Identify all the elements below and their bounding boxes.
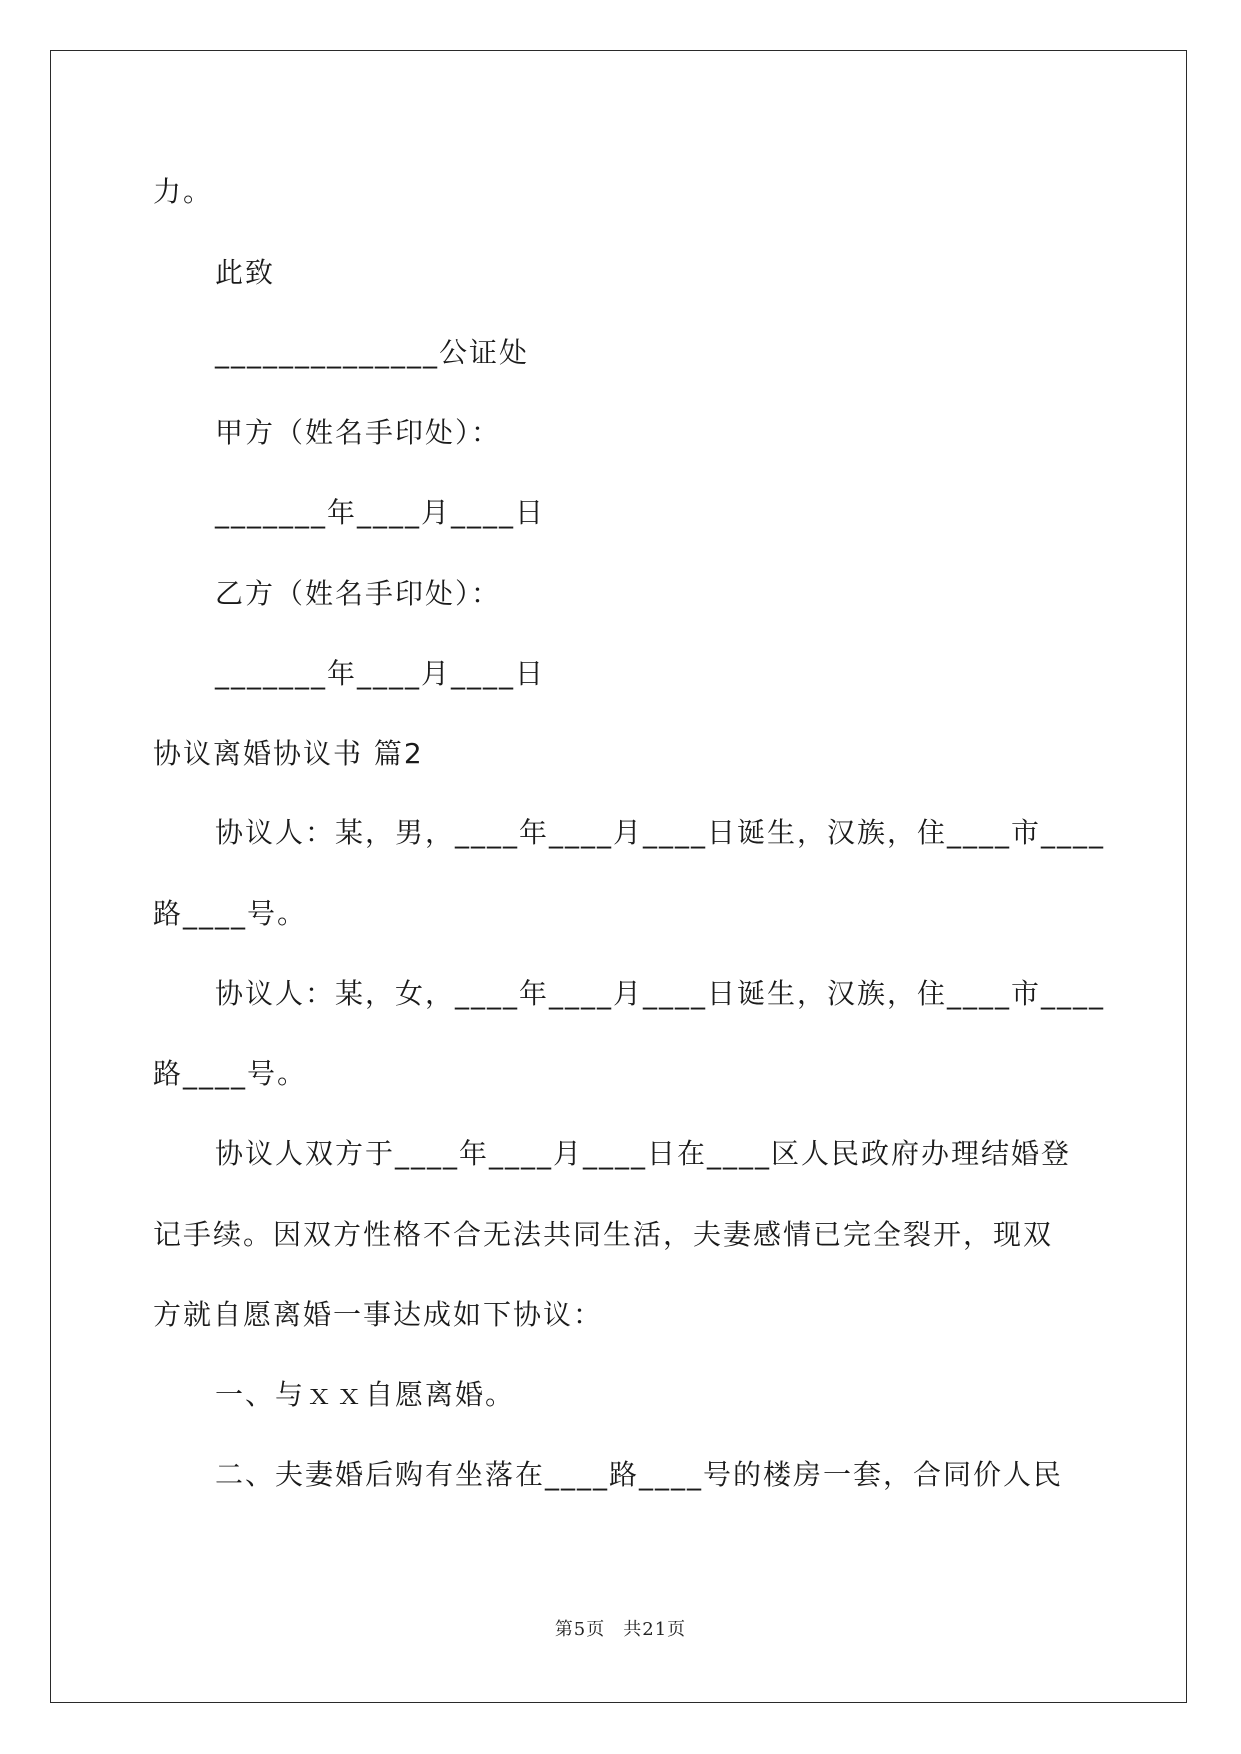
party-b-date-line: _______年____月____日	[215, 657, 546, 690]
notary-line: ______________公证处	[215, 336, 530, 369]
page-total: 共21页	[623, 1619, 687, 1640]
section-heading: 协议离婚协议书 篇2	[153, 737, 424, 770]
page-number: 第5页	[554, 1619, 606, 1640]
paragraph-line: 方就自愿离婚一事达成如下协议：	[153, 1298, 604, 1331]
paragraph-line: 路____号。	[153, 897, 308, 930]
party-a-signature-line: 甲方（姓名手印处）：	[215, 416, 502, 449]
paragraph-line: 协议人：某，男，____年____月____日诞生，汉族，住____市____	[215, 816, 1106, 849]
page-footer	[0, 1615, 1241, 1641]
paragraph-line: 二、夫妻婚后购有坐落在____路____号的楼房一套，合同价人民	[215, 1458, 1064, 1491]
paragraph-line: 一、与ｘｘ自愿离婚。	[215, 1378, 516, 1411]
party-b-signature-line: 乙方（姓名手印处）：	[215, 577, 502, 610]
paragraph-line: 力。	[153, 175, 214, 208]
salutation-line: 此致	[215, 256, 276, 289]
party-a-date-line: _______年____月____日	[215, 496, 546, 529]
paragraph-line: 路____号。	[153, 1057, 308, 1090]
paragraph-line: 协议人双方于____年____月____日在____区人民政府办理结婚登	[215, 1137, 1072, 1170]
paragraph-line: 协议人：某，女，____年____月____日诞生，汉族，住____市____	[215, 977, 1106, 1010]
paragraph-line: 记手续。因双方性格不合无法共同生活，夫妻感情已完全裂开，现双	[153, 1218, 1054, 1251]
